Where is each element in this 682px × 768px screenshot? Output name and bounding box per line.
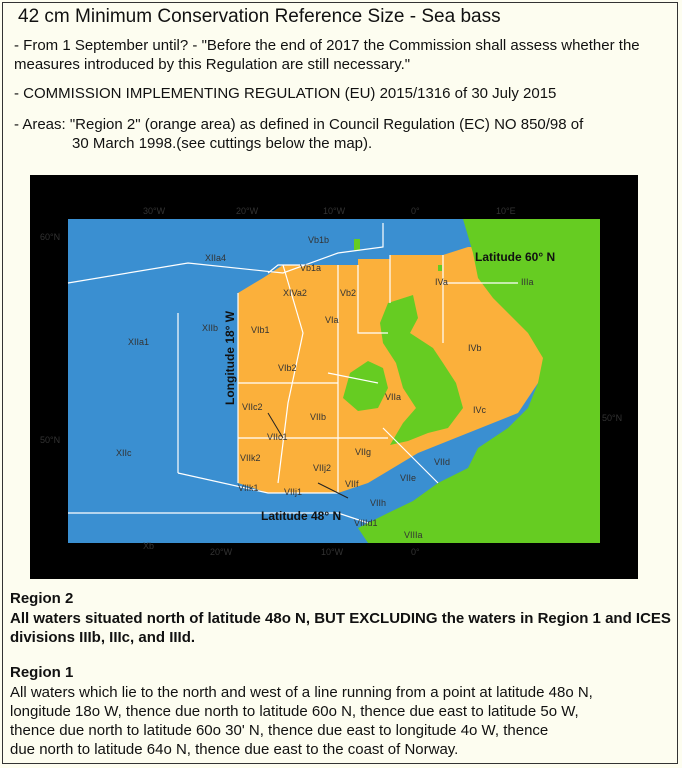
area-label: Vb1b bbox=[308, 235, 330, 245]
axis-top-10w: 10°W bbox=[323, 206, 346, 216]
area-label: IVa bbox=[435, 277, 448, 287]
area-label: VIIId1 bbox=[354, 518, 378, 528]
axis-left-50n: 50°N bbox=[40, 435, 61, 445]
bullet-regulation: - COMMISSION IMPLEMENTING REGULATION (EU) 2015/1316 of 30 July 2015 bbox=[14, 85, 557, 102]
region-1-heading: Region 1 bbox=[10, 664, 74, 681]
area-label: IVc bbox=[473, 405, 487, 415]
annotation-longitude-18w: Longitude 18° W bbox=[223, 310, 237, 405]
area-label: VIIj2 bbox=[313, 463, 332, 473]
area-label: VIIk1 bbox=[238, 483, 259, 493]
area-label: XIIa1 bbox=[128, 337, 150, 347]
axis-top-20w: 20°W bbox=[236, 206, 259, 216]
area-label: VIb2 bbox=[278, 363, 297, 373]
area-label: Vb2 bbox=[340, 288, 357, 298]
area-label: VIIh bbox=[370, 498, 387, 508]
area-label: VIIc1 bbox=[267, 432, 288, 442]
page-title: 42 cm Minimum Conservation Reference Size - Sea bass bbox=[18, 6, 501, 27]
axis-right-50n: 50°N bbox=[602, 413, 623, 423]
axis-bottom-20w: 20°W bbox=[210, 547, 233, 557]
area-label: VIIg bbox=[355, 447, 372, 457]
area-label: VIIf bbox=[345, 479, 359, 489]
region-1-line: All waters which lie to the north and west of a line running from a point at latitude 48o N, bbox=[10, 684, 593, 701]
areas-line-1: - Areas: "Region 2" (orange area) as defined in Council Regulation (EC) NO 850/98 of bbox=[14, 116, 584, 133]
area-label: XIIa4 bbox=[205, 253, 227, 263]
area-label: VIIe bbox=[400, 473, 417, 483]
region-2-text: All waters situated north of latitude 48o N, BUT EXCLUDING the waters in Region 1 and ICES divisions IIIb, IIIc, and IIId. bbox=[10, 610, 671, 646]
area-label: VIIb bbox=[310, 412, 327, 422]
region-1-line: longitude 18o W, thence due north to latitude 60o N, thence due east to latitude 5o W, bbox=[10, 703, 579, 720]
area-label: Vb1a bbox=[300, 263, 322, 273]
land-shetland bbox=[438, 265, 442, 271]
area-label: VIIa bbox=[385, 392, 402, 402]
region-1-line: thence due north to latitude 60o 30' N, thence due east to longitude 4o W, thence bbox=[10, 722, 549, 739]
area-label: VIId bbox=[434, 457, 451, 467]
area-label: VIIc2 bbox=[242, 402, 263, 412]
area-label: VIb1 bbox=[251, 325, 270, 335]
area-label: IVb bbox=[468, 343, 482, 353]
annotation-latitude-60n: Latitude 60° N bbox=[475, 250, 556, 264]
area-label: Xb bbox=[143, 541, 155, 551]
area-label: IIIa bbox=[521, 277, 534, 287]
area-label: XIVa2 bbox=[283, 288, 307, 298]
axis-left-60n: 60°N bbox=[40, 232, 61, 242]
region-1-line: due north to latitude 64o N, thence due east to the coast of Norway. bbox=[10, 741, 459, 758]
area-label: VIIk2 bbox=[240, 453, 261, 463]
region-2-heading: Region 2 bbox=[10, 590, 74, 607]
region-1-text bbox=[10, 683, 682, 759]
axis-bottom-0: 0° bbox=[411, 547, 420, 557]
bullet-areas bbox=[14, 115, 654, 153]
area-label: VIIj1 bbox=[284, 487, 303, 497]
area-label: VIa bbox=[325, 315, 339, 325]
areas-line-2: 30 March 1998.(see cuttings below the map). bbox=[72, 135, 373, 152]
annotation-latitude-48n: Latitude 48° N bbox=[261, 509, 342, 523]
area-label: XIIb bbox=[202, 323, 219, 333]
area-label: XIIc bbox=[116, 448, 132, 458]
area-label: VIIIa bbox=[404, 530, 423, 540]
axis-top-10e: 10°E bbox=[496, 206, 516, 216]
axis-top-0: 0° bbox=[411, 206, 420, 216]
axis-top-30w: 30°W bbox=[143, 206, 166, 216]
land-faroe bbox=[354, 239, 360, 251]
ices-map bbox=[38, 183, 630, 571]
map-frame bbox=[30, 175, 638, 579]
bullet-validity: - From 1 September until? - "Before the end of 2017 the Commission shall assess whether the measures introduced by this Regulation are still necessary." bbox=[14, 37, 640, 73]
axis-bottom-10w: 10°W bbox=[321, 547, 344, 557]
